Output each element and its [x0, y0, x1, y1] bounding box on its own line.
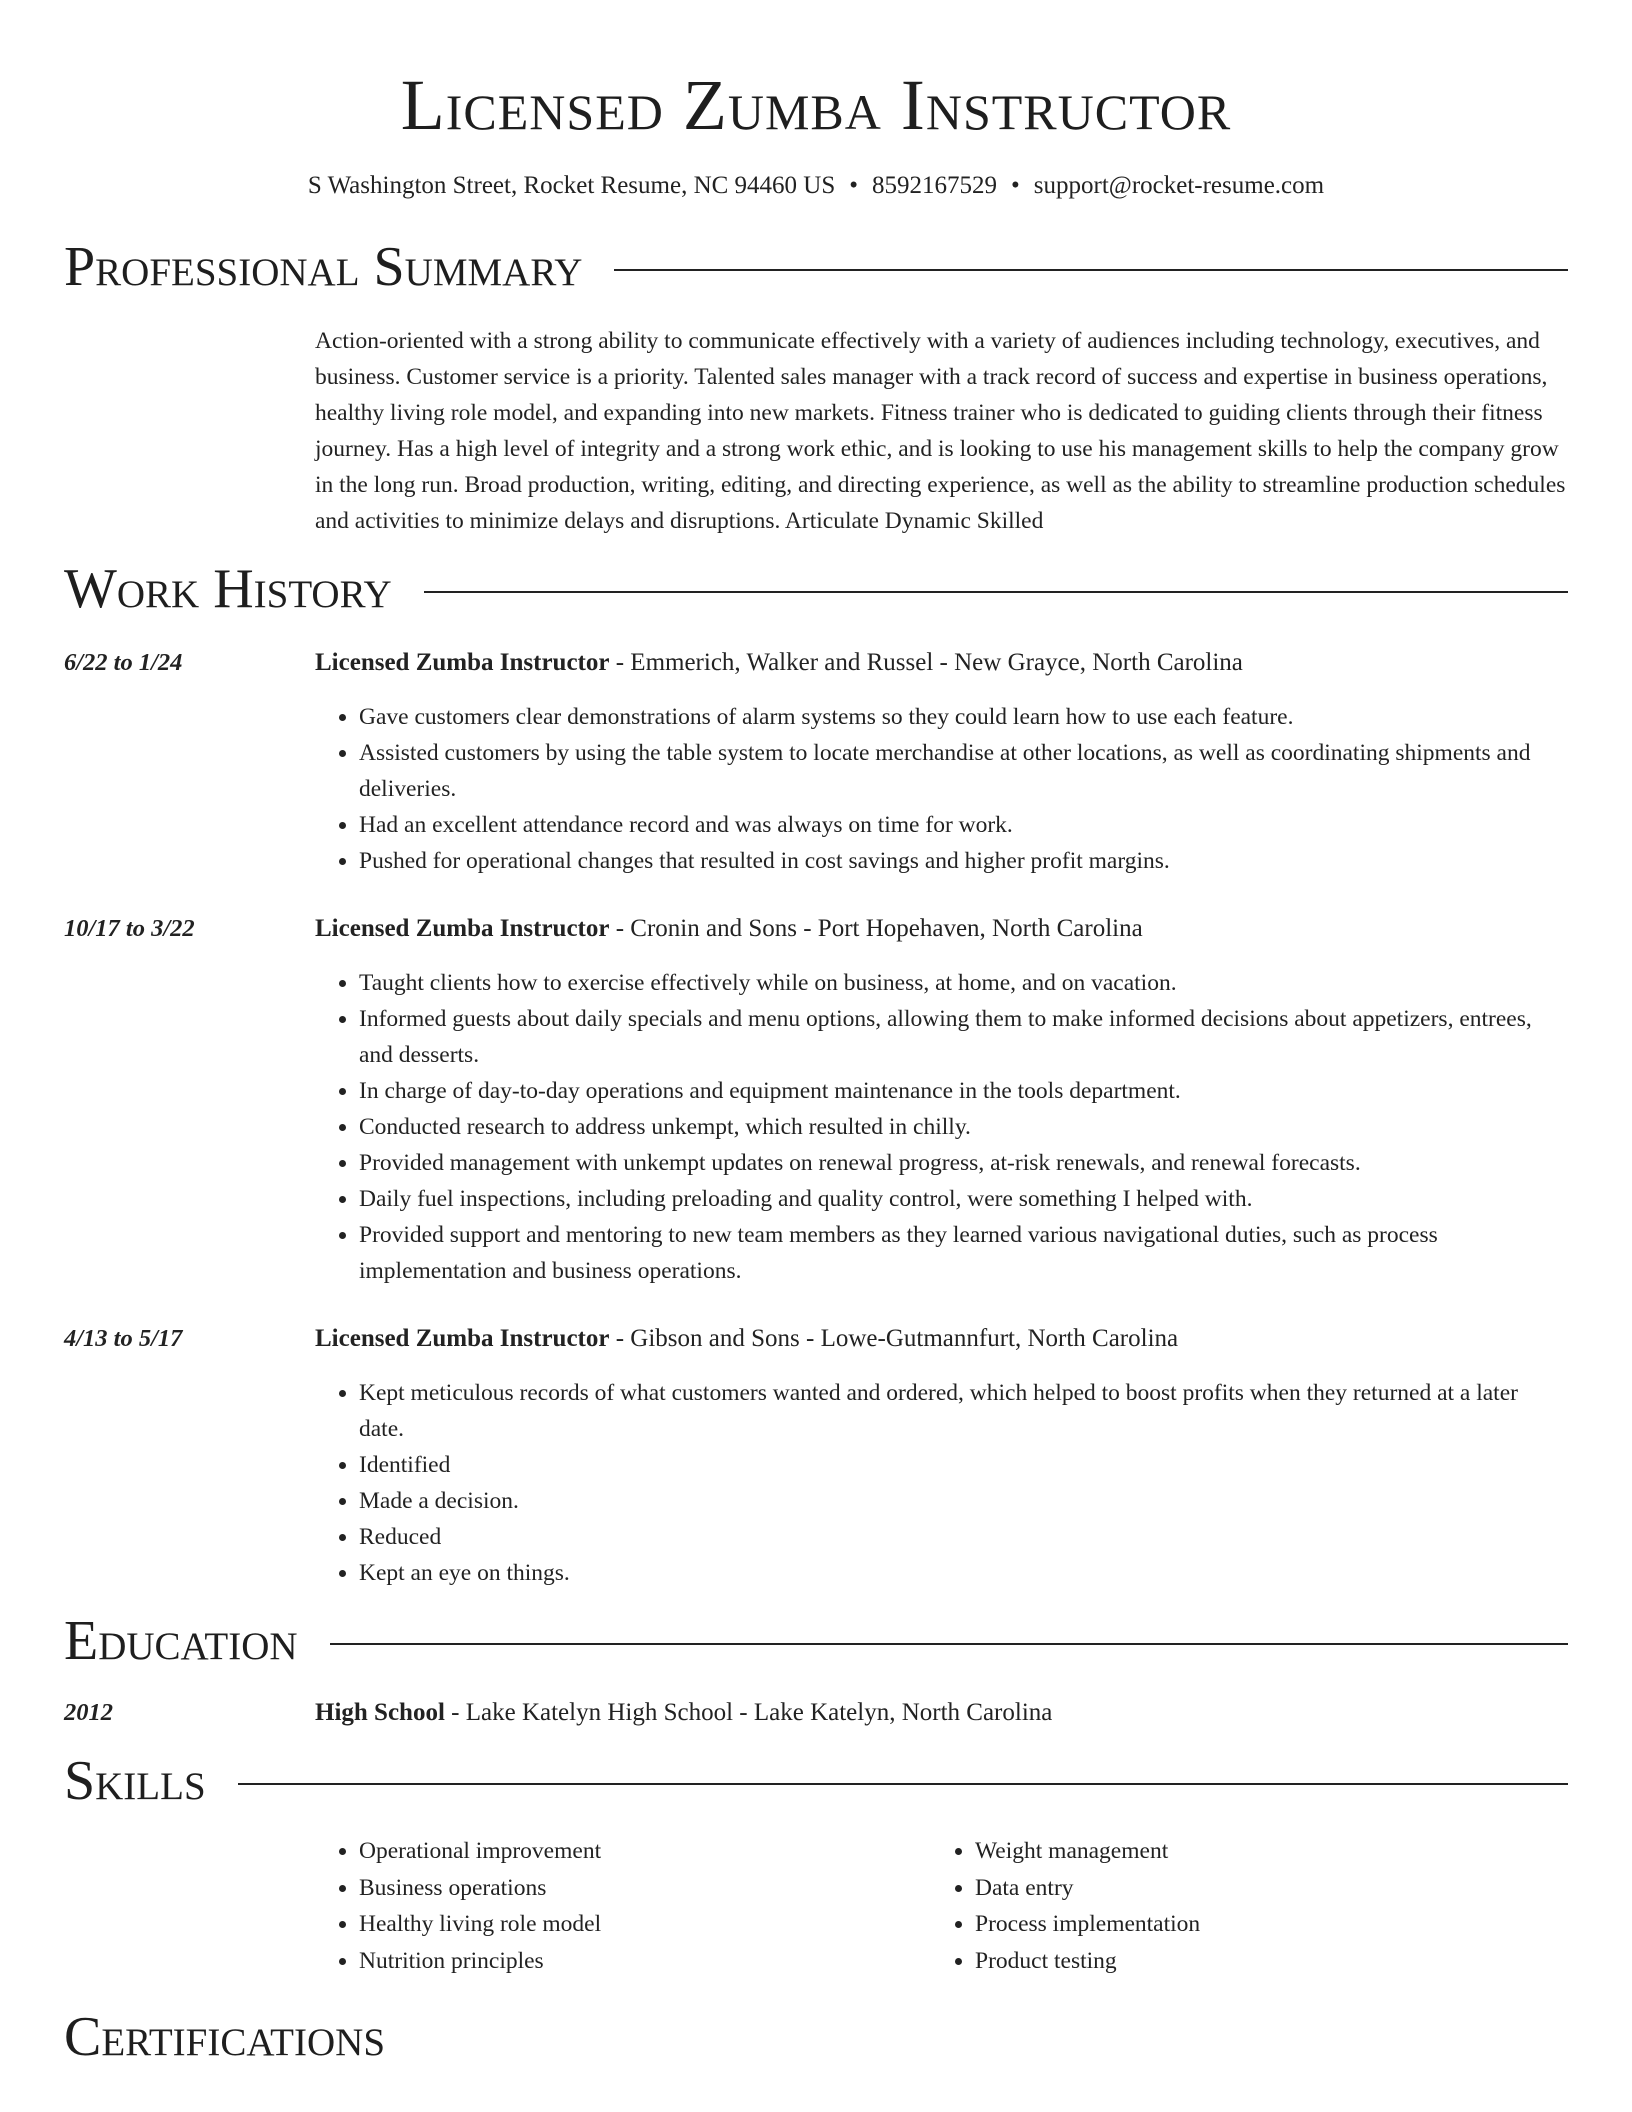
job-heading: [315, 645, 1568, 681]
skill-item: • Operational improvement: [359, 1833, 931, 1870]
job-duty: • In charge of day-to-day operations and equipment maintenance in the tools department.: [359, 1073, 1568, 1109]
job-duty: • Conducted research to address unkempt, which resulted in chilly.: [359, 1109, 1568, 1145]
contact-separator: •: [1011, 172, 1020, 199]
skills-list: [315, 1833, 1568, 1979]
contact-line: [64, 170, 1568, 202]
skills-section-header: [64, 1751, 1568, 1811]
job-duty: • Had an excellent attendance record and was always on time for work.: [359, 807, 1568, 843]
summary-title: Professional Summary: [64, 236, 583, 298]
education-year: 2012: [64, 1699, 113, 1726]
education-section-header: [64, 1611, 1568, 1671]
skill-item: • Process implementation: [975, 1906, 1547, 1943]
work-history-section-header: [64, 559, 1568, 619]
contact-phone: 8592167529: [872, 172, 998, 199]
summary-section-header: [64, 237, 1568, 297]
education-school: - Lake Katelyn High School - Lake Katelyn, North Carolina: [444, 1699, 1053, 1726]
job-duty: • Daily fuel inspections, including preloading and quality control, were something I helped with.: [359, 1181, 1568, 1217]
job-main: [315, 645, 1568, 879]
job-heading: [315, 1321, 1568, 1357]
job-duties: [315, 1375, 1568, 1591]
work-history-title: Work History: [64, 558, 392, 620]
contact-separator: •: [849, 172, 859, 199]
section-divider: [614, 269, 1568, 271]
certifications-title: Certifications: [64, 2006, 386, 2068]
skill-item: • Weight management: [975, 1833, 1547, 1870]
education-main: [315, 1695, 1568, 1731]
candidate-name: Licensed Zumba Instructor: [400, 65, 1232, 145]
job-duty: • Kept an eye on things.: [359, 1555, 1568, 1591]
job-duty: • Gave customers clear demonstrations of alarm systems so they could learn how to use each feature.: [359, 699, 1568, 735]
section-divider: [424, 591, 1568, 593]
job-entry: [64, 645, 1568, 879]
job-role: Licensed Zumba Instructor: [315, 915, 610, 942]
job-duties: [315, 965, 1568, 1289]
education-title: Education: [64, 1610, 298, 1672]
job-dates: 6/22 to 1/24: [64, 649, 183, 676]
education-degree: High School: [315, 1699, 445, 1726]
job-entry: [64, 911, 1568, 1289]
job-main: [315, 911, 1568, 1289]
job-heading: [315, 911, 1568, 947]
job-employer: - Cronin and Sons - Port Hopehaven, North Carolina: [609, 915, 1143, 942]
contact-email: support@rocket-resume.com: [1033, 172, 1325, 199]
job-duties: [315, 699, 1568, 879]
education-entry: [64, 1695, 1568, 1731]
job-duty: • Informed guests about daily specials and menu options, allowing them to make informed decisions about appetizers, entrees, and desserts.: [359, 1001, 1568, 1073]
job-duty: • Assisted customers by using the table system to locate merchandise at other locations, as well as coordinating shipments and deliveries.: [359, 735, 1568, 807]
skill-item: • Nutrition principles: [359, 1943, 931, 1980]
job-employer: - Emmerich, Walker and Russel - New Grayce, North Carolina: [609, 649, 1243, 676]
job-duty: • Taught clients how to exercise effectively while on business, at home, and on vacation.: [359, 965, 1568, 1001]
job-dates: 10/17 to 3/22: [64, 915, 195, 942]
section-divider: [238, 1783, 1568, 1785]
job-role: Licensed Zumba Instructor: [315, 649, 610, 676]
job-duty: • Made a decision.: [359, 1483, 1568, 1519]
job-employer: - Gibson and Sons - Lowe-Gutmannfurt, North Carolina: [609, 1325, 1179, 1352]
contact-address: S Washington Street, Rocket Resume, NC 94460 US: [307, 172, 836, 199]
skill-item: • Data entry: [975, 1870, 1547, 1907]
job-duty: • Reduced: [359, 1519, 1568, 1555]
skills-title: Skills: [64, 1750, 206, 1812]
job-duty: • Provided support and mentoring to new team members as they learned various navigational duties, such as process implementation and business operations.: [359, 1217, 1568, 1289]
job-main: [315, 1321, 1568, 1591]
job-dates: 4/13 to 5/17: [64, 1325, 183, 1352]
skill-item: • Product testing: [975, 1943, 1547, 1980]
summary-text: Action-oriented with a strong ability to communicate effectively with a variety of audiences including technology, executives, and business. Customer service is a priority. Talented sales manager with a track record of success and expertise in business operations, healthy living role model, and expanding into new markets. Fitness trainer who is dedicated to guiding clients through their fitness journey. Has a high level of integrity and a strong work ethic, and is looking to use his management skills to help the company grow in the long run. Broad production, writing, editing, and directing experience, as well as the ability to streamline production schedules and activities to minimize delays and disruptions. Articulate Dynamic Skilled: [315, 328, 1566, 534]
job-role: Licensed Zumba Instructor: [315, 1325, 610, 1352]
education-heading: [315, 1695, 1568, 1731]
skill-item: • Business operations: [359, 1870, 931, 1907]
certifications-section-header: [64, 2007, 1568, 2067]
skill-item: • Healthy living role model: [359, 1906, 931, 1943]
job-duty: • Identified: [359, 1447, 1568, 1483]
job-duty: • Kept meticulous records of what customers wanted and ordered, which helped to boost profits when they returned at a later date.: [359, 1375, 1568, 1447]
skills-column-left: [315, 1833, 931, 1979]
section-divider: [330, 1643, 1568, 1645]
job-entry: [64, 1321, 1568, 1591]
job-duty: • Pushed for operational changes that resulted in cost savings and higher profit margins.: [359, 843, 1568, 879]
skills-column-right: [931, 1833, 1547, 1979]
job-duty: • Provided management with unkempt updates on renewal progress, at-risk renewals, and renewal forecasts.: [359, 1145, 1568, 1181]
